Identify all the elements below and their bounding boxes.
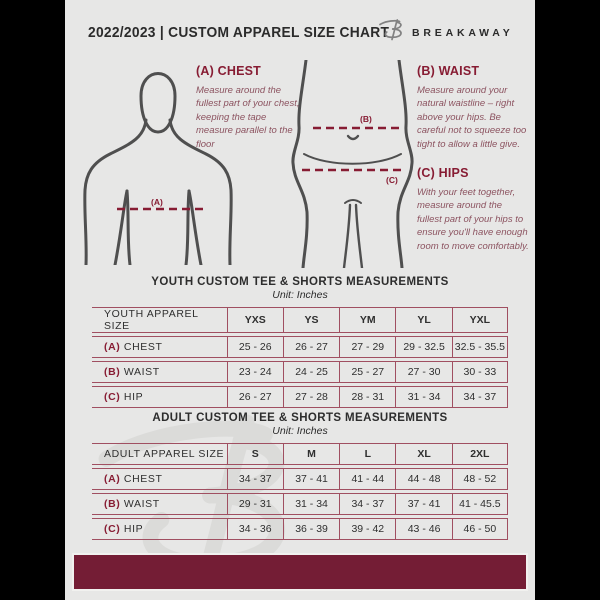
adult-section [65,412,535,543]
row-label-prefix: (C) [104,391,121,403]
waist-instruction-text: Measure around your natural waistline – right above your hips. Be careful not to squeeze too tight to allow a little give. [417,85,527,150]
hips-line-label: (C) [386,175,398,185]
table-cell: 26 - 27 [283,336,339,358]
table-cell: 30 - 33 [452,361,508,383]
youth-size-table [92,304,508,411]
table-cell: 29 - 31 [227,493,283,515]
table-row [92,361,508,383]
breakaway-b-logo-icon [377,16,407,42]
adult-table-title: ADULT CUSTOM TEE & SHORTS MEASUREMENTS [152,412,448,424]
youth-section [65,276,535,411]
row-label-prefix: (A) [104,473,121,485]
table-cell: 23 - 24 [227,361,283,383]
table-cell: 31 - 34 [283,493,339,515]
adult-table-unit: Unit: Inches [272,425,328,437]
table-cell: 36 - 39 [283,518,339,540]
row-label-text: HIP [123,391,144,403]
table-cell: 46 - 50 [452,518,508,540]
chest-instruction [196,64,304,151]
row-label-text: HIP [123,523,144,535]
row-label-text: WAIST [123,366,160,378]
table-cell: 28 - 31 [339,386,395,408]
hips-instruction-text: With your feet together, measure around the fullest part of your hips to ensure you'll have enough room to move comfortably. [417,187,529,252]
table-cell: 25 - 27 [339,361,395,383]
table-row [92,336,508,358]
hips-figure [290,60,415,268]
table-cell: 26 - 27 [227,386,283,408]
row-label [92,468,227,490]
chest-instruction-text: Measure around the fullest part of your chest, keeping the tape measure parallel to the floor [196,85,300,150]
row-label-prefix: (B) [104,498,121,510]
table-cell: 34 - 36 [227,518,283,540]
column-header: YXS [227,307,283,333]
table-cell: 41 - 44 [339,468,395,490]
chest-line-label: (A) [151,197,163,207]
table-cell: 25 - 26 [227,336,283,358]
table-cell: 27 - 30 [395,361,451,383]
chest-instruction-heading: (A) CHEST [196,64,261,78]
row-label [92,361,227,383]
table-row [92,386,508,408]
hips-instruction [417,166,529,253]
table-cell: 44 - 48 [395,468,451,490]
table-cell: 32.5 - 35.5 [452,336,508,358]
column-header: ADULT APPAREL SIZE [92,443,227,465]
row-label-prefix: (B) [104,366,121,378]
table-cell: 34 - 37 [339,493,395,515]
row-label [92,493,227,515]
table-cell: 31 - 34 [395,386,451,408]
table-cell: 24 - 25 [283,361,339,383]
column-header: YM [339,307,395,333]
row-label-text: CHEST [123,473,163,485]
column-header: 2XL [452,443,508,465]
size-chart-document [65,0,535,600]
table-cell: 37 - 41 [395,493,451,515]
row-label [92,336,227,358]
table-cell: 29 - 32.5 [395,336,451,358]
column-header: YS [283,307,339,333]
youth-table-title: YOUTH CUSTOM TEE & SHORTS MEASUREMENTS [151,276,449,288]
row-label [92,518,227,540]
column-header: S [227,443,283,465]
waist-line-label: (B) [360,114,372,124]
page-title: 2022/2023 | CUSTOM APPAREL SIZE CHART [88,24,390,41]
youth-table-unit: Unit: Inches [272,289,328,301]
column-header: YXL [452,307,508,333]
table-cell: 39 - 42 [339,518,395,540]
column-header: L [339,443,395,465]
row-label-text: CHEST [123,341,163,353]
table-cell: 34 - 37 [452,386,508,408]
table-cell: 27 - 29 [339,336,395,358]
table-cell: 41 - 45.5 [452,493,508,515]
table-cell: 48 - 52 [452,468,508,490]
table-cell: 37 - 41 [283,468,339,490]
youth-table-header-row [92,307,508,333]
row-label [92,386,227,408]
adult-size-table [92,440,508,543]
table-cell: 27 - 28 [283,386,339,408]
row-label-prefix: (C) [104,523,121,535]
table-cell: 34 - 37 [227,468,283,490]
footer-accent-bar [72,553,528,591]
table-row [92,468,508,490]
table-row [92,518,508,540]
waist-instruction-heading: (B) WAIST [417,64,480,78]
adult-table-header-row [92,443,508,465]
column-header: YOUTH APPAREL SIZE [92,307,227,333]
row-label-prefix: (A) [104,341,121,353]
waist-instruction [417,64,529,151]
column-header: M [283,443,339,465]
hips-instruction-heading: (C) HIPS [417,166,469,180]
column-header: XL [395,443,451,465]
row-label-text: WAIST [123,498,160,510]
table-cell: 43 - 46 [395,518,451,540]
table-row [92,493,508,515]
brand-name: BREAKAWAY [412,27,514,39]
column-header: YL [395,307,451,333]
